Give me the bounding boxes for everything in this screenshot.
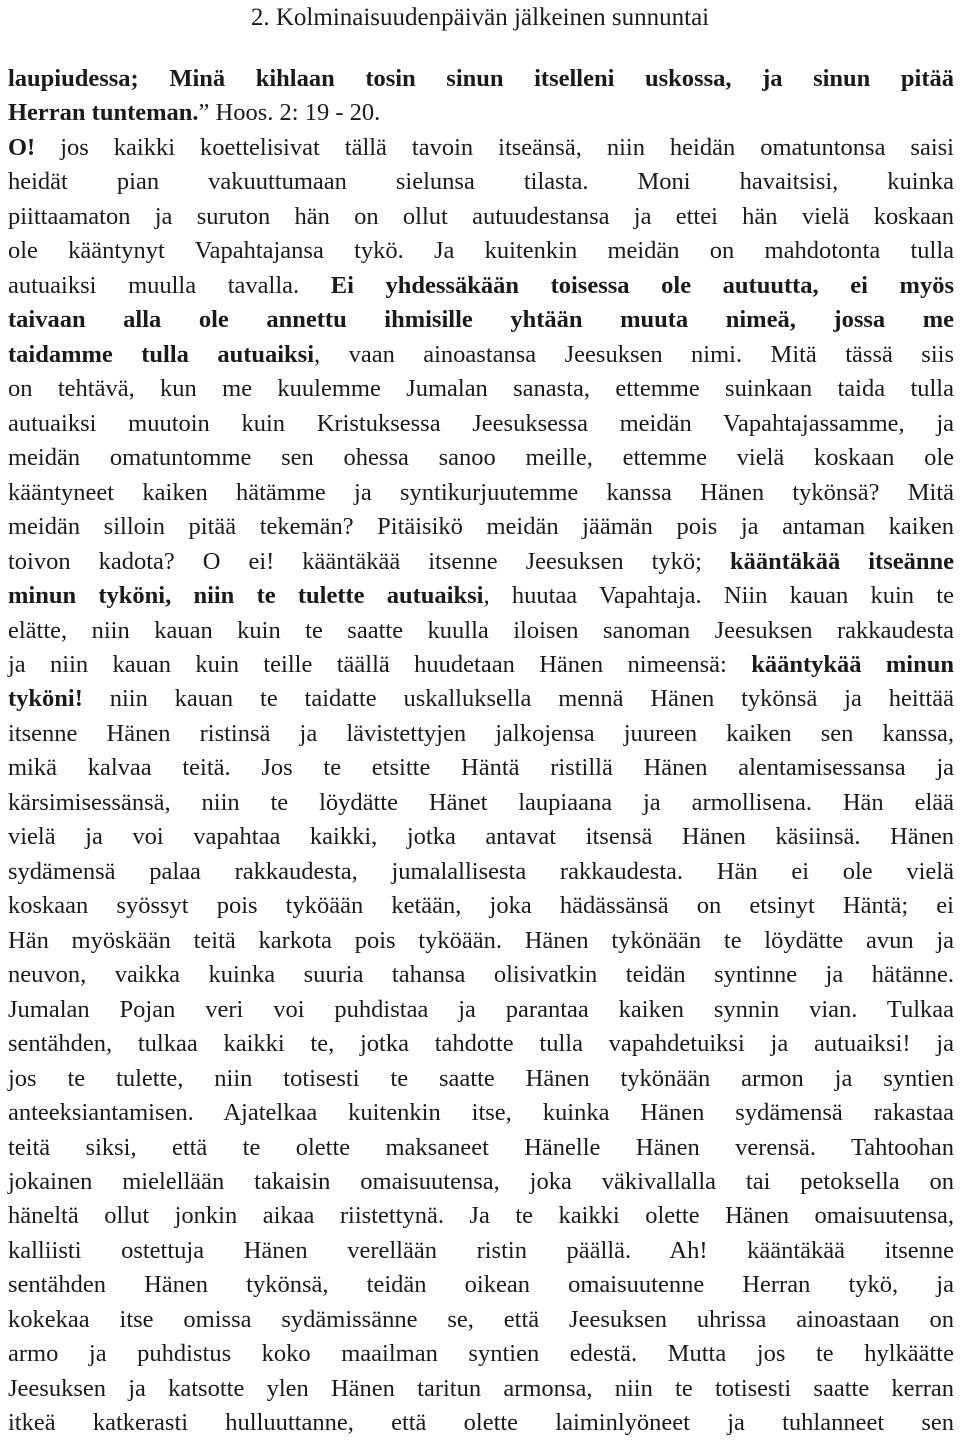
text-line <box>8 1268 954 1302</box>
document-body <box>8 62 954 1441</box>
text-segment: kääntyneet kaiken hätämme ja syntikurjuutemme kanssa Hänen tykönsä? Mitä <box>8 478 954 506</box>
text-line <box>8 269 954 303</box>
text-segment: meidän omatuntomme sen ohessa sanoo meille, ettemme vielä koskaan ole <box>8 444 954 472</box>
text-segment: jos kaikki koettelisivat tällä tavoin itseänsä, niin heidän omatuntonsa saisi <box>35 133 954 161</box>
text-segment: teitä siksi, että te olette maksaneet Hänelle Hänen verensä. Tahtoohan <box>8 1133 954 1161</box>
text-line <box>8 1406 954 1440</box>
text-segment: autuaiksi muutoin kuin Kristuksessa Jeesuksessa meidän Vapahtajassamme, ja <box>8 409 954 437</box>
bold-text-segment: kääntäkää itseänne <box>729 547 954 575</box>
text-segment: itsenne Hänen ristinsä ja lävistettyjen jalkojensa juureen kaiken sen kanssa, <box>8 719 954 747</box>
bold-text-segment: Herran tunteman. <box>8 99 199 127</box>
text-line <box>8 1199 954 1233</box>
text-segment: ” Hoos. 2: 19 - 20. <box>198 99 381 127</box>
text-line <box>8 820 954 854</box>
text-line <box>8 441 954 475</box>
page-header <box>0 0 960 39</box>
text-line <box>8 924 954 958</box>
text-line <box>8 889 954 923</box>
text-segment: ole kääntynyt Vapahtajansa tykö. Ja kuitenkin meidän on mahdotonta tulla <box>8 237 954 265</box>
bold-text-segment: Ei yhdessäkään toisessa ole autuutta, ei myös <box>330 271 955 299</box>
text-segment: vielä ja voi vapahtaa kaikki, jotka antavat itsensä Hänen käsiinsä. Hänen <box>8 823 954 851</box>
text-segment: , huutaa Vapahtaja. Niin kauan kuin te <box>483 582 954 610</box>
text-segment: neuvon, vaikka kuinka suuria tahansa olisivatkin teidän syntinne ja hätänne. <box>8 961 954 989</box>
text-segment: kokekaa itse omissa sydämissänne se, että Jeesuksen uhrissa ainoastaan on <box>8 1305 954 1333</box>
text-segment: mikä kalvaa teitä. Jos te etsitte Häntä ristillä Hänen alentamisessansa ja <box>8 754 954 782</box>
text-line <box>8 545 954 579</box>
text-line <box>8 1027 954 1061</box>
text-line <box>8 62 954 96</box>
text-segment: toivon kadota? O ei! kääntäkää itsenne Jeesuksen tykö; <box>8 547 730 575</box>
text-segment: , vaan ainoastansa Jeesuksen nimi. Mitä tässä siis <box>314 340 954 368</box>
text-segment: sydämensä palaa rakkaudesta, jumalallisesta rakkaudesta. Hän ei ole vielä <box>8 857 954 885</box>
text-segment: sentähden Hänen tykönsä, teidän oikean omaisuutenne Herran tykö, ja <box>8 1271 954 1299</box>
bold-text-segment: taidamme tulla autuaiksi <box>8 340 314 368</box>
bold-text-segment: tyköni! <box>8 685 83 713</box>
text-segment: koskaan syössyt pois tyköään ketään, joka hädässänsä on etsinyt Häntä; ei <box>8 892 954 920</box>
text-segment: jokainen mielellään takaisin omaisuutensa, joka väkivallalla tai petoksella on <box>8 1168 954 1195</box>
text-segment: autuaiksi muulla tavalla. <box>8 271 331 299</box>
text-line <box>8 96 954 130</box>
text-segment: heidät pian vakuuttumaan sielunsa tilasta. Moni havaitsisi, kuinka <box>8 168 954 196</box>
bold-text-segment: O! <box>8 133 36 161</box>
text-line <box>8 407 954 441</box>
page-header-title: 2. Kolminaisuudenpäivän jälkeinen sunnuntai <box>250 4 710 31</box>
text-line <box>8 717 954 751</box>
text-line <box>8 1131 954 1165</box>
text-line <box>8 1372 954 1406</box>
text-segment: Jeesuksen ja katsotte ylen Hänen taritun armonsa, niin te totisesti saatte kerran <box>8 1374 954 1402</box>
text-line <box>8 993 954 1027</box>
text-line <box>8 338 954 372</box>
bold-text-segment: laupiudessa; Minä kihlaan tosin sinun itselleni uskossa, ja sinun pitää <box>8 65 954 92</box>
text-line <box>8 131 954 165</box>
text-segment: piittaamaton ja suruton hän on ollut autuudestansa ja ettei hän vielä koskaan <box>8 202 954 230</box>
text-segment: Jumalan Pojan veri voi puhdistaa ja parantaa kaiken synnin vian. Tulkaa <box>8 995 954 1023</box>
text-segment: sentähden, tulkaa kaikki te, jotka tahdotte tulla vapahdetuiksi ja autuaiksi! ja <box>8 1030 954 1058</box>
text-line <box>8 786 954 820</box>
text-segment: itkeä katkerasti hulluuttanne, että olette laiminlyöneet ja tuhlanneet sen <box>8 1409 954 1437</box>
text-segment: häneltä ollut jonkin aikaa riistettynä. Ja te kaikki olette Hänen omaisuutensa, <box>8 1202 954 1230</box>
text-line <box>8 1337 954 1371</box>
text-line <box>8 682 954 716</box>
text-segment: jos te tulette, niin totisesti te saatte Hänen tykönään armon ja syntien <box>8 1064 954 1092</box>
text-line <box>8 1062 954 1096</box>
bold-text-segment: kääntykää minun <box>751 650 954 678</box>
text-line <box>8 1303 954 1337</box>
text-segment: Hän myöskään teitä karkota pois tyköään. Hänen tykönään te löydätte avun ja <box>8 926 954 954</box>
text-segment: meidän silloin pitää tekemän? Pitäisikö meidän jäämän pois ja antaman kaiken <box>8 513 954 541</box>
text-line <box>8 372 954 406</box>
text-line <box>8 510 954 544</box>
bold-text-segment: taivaan alla ole annettu ihmisille yhtään muuta nimeä, jossa me <box>8 306 954 334</box>
text-line <box>8 579 954 613</box>
text-line <box>8 751 954 785</box>
text-line <box>8 614 954 648</box>
text-segment: kärsimisessänsä, niin te löydätte Hänet laupiaana ja armollisena. Hän elää <box>8 788 954 816</box>
bold-text-segment: minun tyköni, niin te tulette autuaiksi <box>8 582 484 610</box>
text-segment: ja niin kauan kuin teille täällä huudetaan Hänen nimeensä: <box>8 650 752 678</box>
text-segment: niin kauan te taidatte uskalluksella mennä Hänen tykönsä ja heittää <box>82 685 954 713</box>
text-segment: anteeksiantamisen. Ajatelkaa kuitenkin itse, kuinka Hänen sydämensä rakastaa <box>8 1099 954 1127</box>
text-line <box>8 476 954 510</box>
text-line <box>8 855 954 889</box>
text-line <box>8 958 954 992</box>
text-line <box>8 1234 954 1268</box>
text-segment: on tehtävä, kun me kuulemme Jumalan sanasta, ettemme suinkaan taida tulla <box>8 375 954 403</box>
text-line <box>8 200 954 234</box>
text-segment: kalliisti ostettuja Hänen verellään ristin päällä. Ah! kääntäkää itsenne <box>8 1236 954 1264</box>
text-segment: armo ja puhdistus koko maailman syntien edestä. Mutta jos te hylkäätte <box>8 1340 954 1368</box>
text-segment: elätte, niin kauan kuin te saatte kuulla iloisen sanoman Jeesuksen rakkaudesta <box>8 616 954 644</box>
text-line <box>8 234 954 268</box>
text-line <box>8 1165 954 1199</box>
text-line <box>8 165 954 199</box>
text-line <box>8 303 954 337</box>
text-line <box>8 648 954 682</box>
text-line <box>8 1096 954 1130</box>
